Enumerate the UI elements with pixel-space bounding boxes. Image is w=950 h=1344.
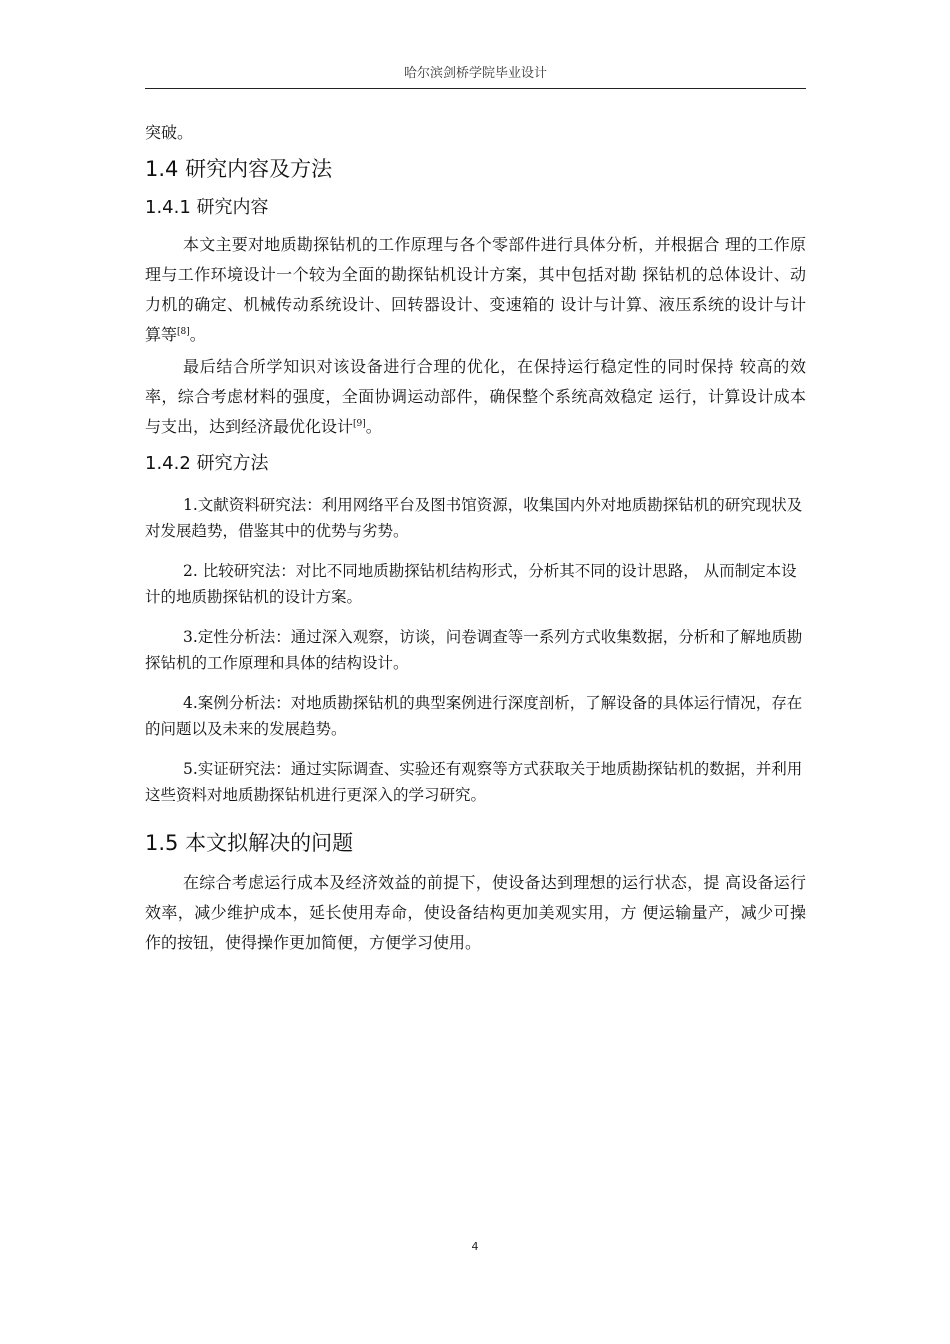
page-body: [145, 118, 806, 958]
method-item-4: 4.案例分析法：对地质勘探钻机的典型案例进行深度剖析，了解设备的具体运行情况，存在的问题以及未来的发展趋势。: [145, 694, 803, 738]
research-content-paragraph-1: [145, 230, 806, 350]
page-number: 4: [471, 1240, 479, 1253]
paragraph-end: 。: [189, 325, 206, 344]
paragraph-text: 本文主要对地质勘探钻机的工作原理与各个零部件进行具体分析，并根据合 理的工作原理与工作环境设计一个较为全面的勘探钻机设计方案，其中包括对勘 探钻机的总体设计、动力机的确定、机械传动系统设计、回转器设计、变速箱的 设计与计算、液压系统的设计与计算等: [145, 235, 806, 344]
citation-ref: [9]: [353, 419, 366, 429]
section-1-4-1-heading: 1.4.1 研究内容: [145, 197, 269, 218]
paragraph-text: 最后结合所学知识对该设备进行合理的优化，在保持运行稳定性的同时保持 较高的效率，综合考虑材料的强度，全面协调运动部件，确保整个系统高效稳定 运行，计算设计成本与支出，达到经济最优化设计: [145, 357, 806, 436]
section-1-4-2-heading: 1.4.2 研究方法: [145, 453, 269, 474]
page-header: 哈尔滨剑桥学院毕业设计: [145, 62, 806, 89]
method-item-5: 5.实证研究法：通过实际调查、实验还有观察等方式获取关于地质勘探钻机的数据，并利用这些资料对地质勘探钻机进行更深入的学习研究。: [145, 760, 803, 804]
method-item-1: 1.文献资料研究法：利用网络平台及图书馆资源，收集国内外对地质勘探钻机的研究现状及对发展趋势，借鉴其中的优势与劣势。: [145, 496, 803, 540]
citation-ref: [8]: [177, 327, 190, 337]
method-item-2: 2. 比较研究法：对比不同地质勘探钻机结构形式，分析其不同的设计思路， 从而制定本设计的地质勘探钻机的设计方案。: [145, 562, 797, 606]
paragraph-end: 。: [365, 417, 382, 436]
section-1-4-heading: 1.4 研究内容及方法: [145, 157, 333, 181]
section-1-5-heading: 1.5 本文拟解决的问题: [145, 831, 354, 855]
intro-fragment: 突破。: [145, 123, 194, 142]
problem-paragraph: 在综合考虑运行成本及经济效益的前提下，使设备达到理想的运行状态，提 高设备运行效率，减少维护成本，延长使用寿命，使设备结构更加美观实用，方 便运输量产，减少可操作的按钮，使得操作更加简便，方便学习使用。: [145, 873, 806, 952]
research-content-paragraph-2: [145, 352, 806, 442]
method-item-3: 3.定性分析法：通过深入观察，访谈，问卷调查等一系列方式收集数据，分析和了解地质勘探钻机的工作原理和具体的结构设计。: [145, 628, 803, 672]
